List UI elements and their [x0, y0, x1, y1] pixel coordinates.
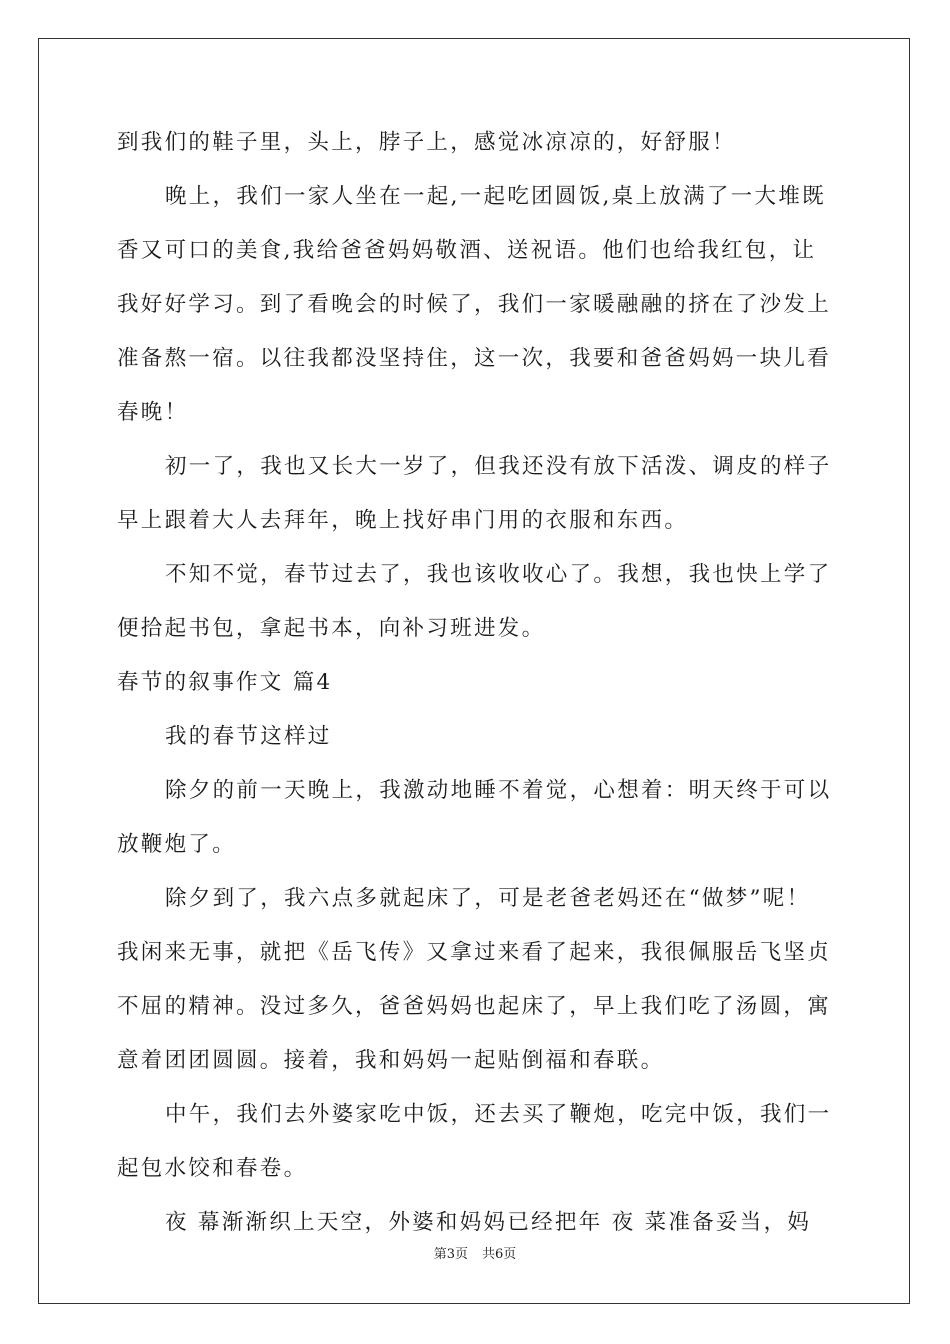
text-line: 到我们的鞋子里，头上，脖子上，感觉冰凉凉的，好舒服！	[117, 130, 736, 155]
text-line: 除夕的前一天晚上，我激动地睡不着觉，心想着：明天终于可以	[165, 778, 832, 803]
text-line: 不屈的精神。没过多久，爸爸妈妈也起床了，早上我们吃了汤圆，寓	[117, 994, 832, 1019]
text-line: 初一了，我也又长大一岁了，但我还没有放下活泼、调皮的样子	[165, 454, 832, 479]
text-line: 我闲来无事，就把《岳飞传》又拿过来看了起来，我很佩服岳飞坚贞	[117, 940, 832, 965]
text-line: 中午，我们去外婆家吃中饭，还去买了鞭炮，吃完中饭，我们一	[165, 1102, 832, 1127]
text-line: 意着团团圆圆。接着，我和妈妈一起贴倒福和春联。	[117, 1048, 665, 1073]
text-line: 除夕到了，我六点多就起床了，可是老爸老妈还在“做梦”呢！	[165, 886, 811, 911]
text-line: 起包水饺和春卷。	[117, 1156, 308, 1181]
text-line: 夜 幕渐渐织上天空，外婆和妈妈已经把年 夜 菜准备妥当，妈	[165, 1210, 812, 1235]
text-line: 香又可口的美食,我给爸爸妈妈敬酒、送祝语。他们也给我红包，让	[117, 238, 817, 263]
text-line: 不知不觉，春节过去了，我也该收收心了。我想，我也快上学了	[165, 562, 832, 587]
text-line: 春晚！	[117, 400, 189, 425]
section-heading: 春节的叙事作文 篇4	[117, 670, 333, 695]
page-footer	[0, 1246, 950, 1264]
text-line: 早上跟着大人去拜年，晚上找好串门用的衣服和东西。	[117, 508, 689, 533]
text-line: 便拾起书包，拿起书本，向补习班进发。	[117, 616, 546, 641]
text-line: 晚上，我们一家人坐在一起,一起吃团圆饭,桌上放满了一大堆既	[165, 184, 826, 209]
text-line: 放鞭炮了。	[117, 832, 237, 857]
article-title: 我的春节这样过	[165, 724, 332, 749]
text-line: 准备熬一宿。以往我都没坚持住，这一次，我要和爸爸妈妈一块儿看	[117, 346, 832, 371]
text-line: 我好好学习。到了看晚会的时候了，我们一家暖融融的挤在了沙发上	[117, 292, 832, 317]
page-number-current: 第3页	[433, 1247, 468, 1262]
page-number-total: 共6页	[482, 1247, 517, 1262]
